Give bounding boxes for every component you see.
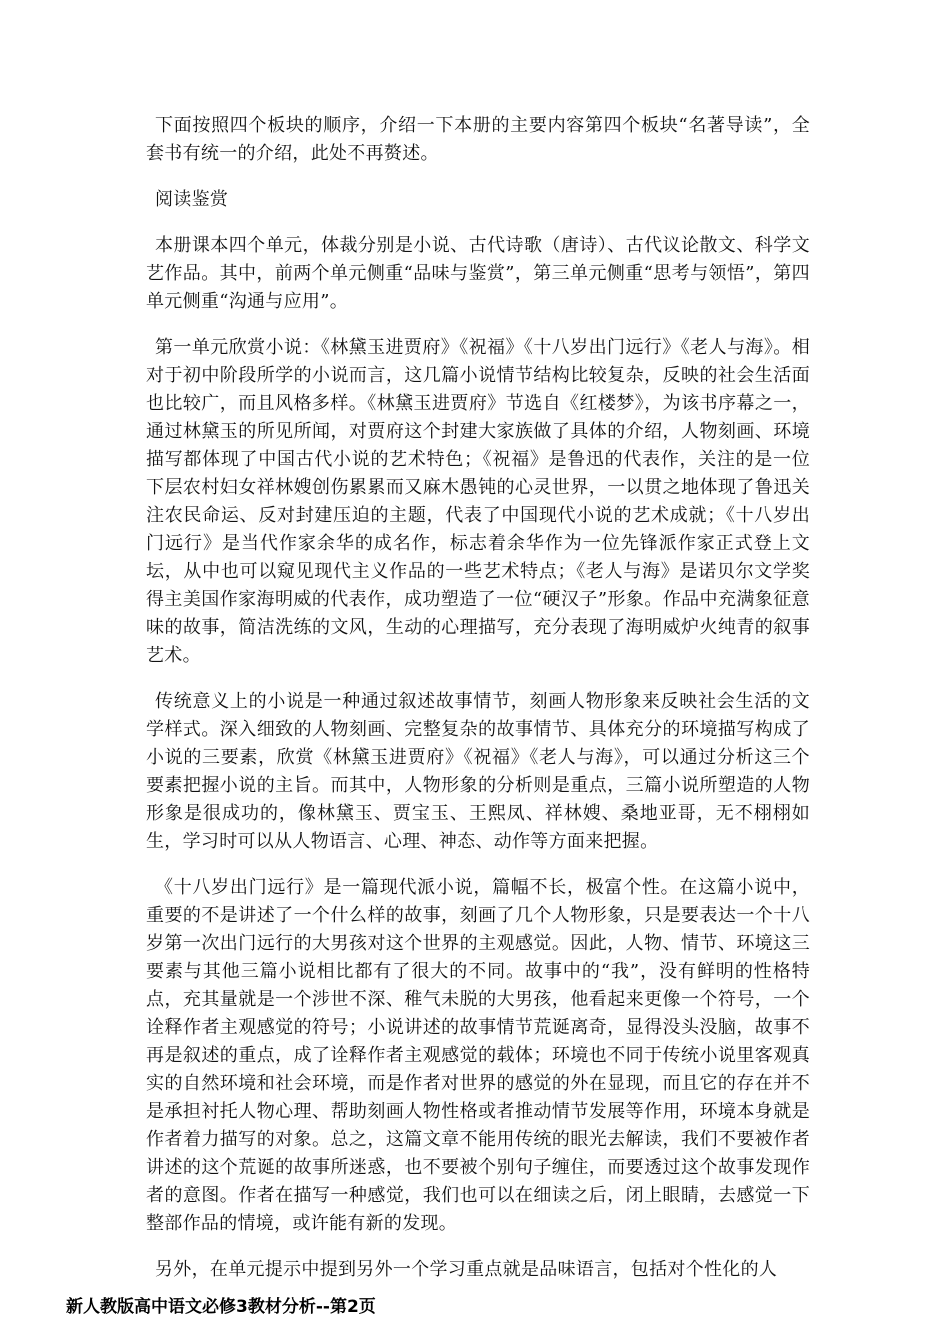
- novel-elements-paragraph: 传统意义上的小说是一种通过叙述故事情节，刻画人物形象来反映社会生活的文学样式。深入细致的人物刻画、完整复杂的故事情节、具体充分的环境描写构成了小说的三要素，欣赏《林黛玉进贾府》《祝福》《老人与海》，可以通过分析这三个要素把握小说的主旨。而其中，人物形象的分析则是重点，三篇小说所塑造的人物形象是很成功的，像林黛玉、贾宝玉、王熙凤、祥林嫂、桑地亚哥，无不栩栩如生，学习时可以从人物语言、心理、神态、动作等方面来把握。: [146, 691, 810, 852]
- modern-novel-paragraph: 《十八岁出门远行》是一篇现代派小说，篇幅不长，极富个性。在这篇小说中，重要的不是讲述了一个什么样的故事，刻画了几个人物形象，只是要表达一个十八岁第一次出门远行的大男孩对这个世界的主观感觉。因此，人物、情节、环境这三要素与其他三篇小说相比都有了很大的不同。故事中的“我”，没有鲜明的性格特点，充其量就是一个涉世不深、稚气未脱的大男孩，他看起来更像一个符号，一个诠释作者主观感觉的符号；小说讲述的故事情节荒诞离奇，显得没头没脑，故事不再是叙述的重点，成了诠释作者主观感觉的载体；环境也不同于传统小说里客观真实的自然环境和社会环境，而是作者对世界的感觉的外在显现，而且它的存在并不是承担衬托人物心理、帮助刻画人物性格或者推动情节发展等作用，环境本身就是作者着力描写的对象。总之，这篇文章不能用传统的眼光去解读，我们不要被作者讲述的这个荒诞的故事所迷惑，也不要被个别句子缠住，而要透过这个故事发现作者的意图。作者在描写一种感觉，我们也可以在细读之后，闭上眼睛，去感觉一下整部作品的情境，或许能有新的发现。: [146, 877, 810, 1234]
- section-heading: 阅读鉴赏: [155, 189, 229, 210]
- intro-paragraph: 下面按照四个板块的顺序，介绍一下本册的主要内容第四个板块“名著导读”，全套书有统一的介绍，此处不再赘述。: [146, 115, 810, 164]
- language-paragraph: 另外，在单元提示中提到另外一个学习重点就是品味语言，包括对个性化的人: [155, 1259, 778, 1280]
- overview-paragraph: 本册课本四个单元，体裁分别是小说、古代诗歌（唐诗）、古代议论散文、科学文艺作品。其中，前两个单元侧重“品味与鉴赏”，第三单元侧重“思考与领悟”，第四单元侧重“沟通与应用”。: [146, 235, 810, 312]
- unit-one-paragraph: 第一单元欣赏小说：《林黛玉进贾府》《祝福》《十八岁出门远行》《老人与海》。相对于初中阶段所学的小说而言，这几篇小说情节结构比较复杂，反映的社会生活面也比较广，而且风格多样。《林黛玉进贾府》节选自《红楼梦》，为该书序幕之一，通过林黛玉的所见所闻，对贾府这个封建大家族做了具体的介绍，人物刻画、环境描写都体现了中国古代小说的艺术特色；《祝福》是鲁迅的代表作，关注的是一位下层农村妇女祥林嫂创伤累累而又麻木愚钝的心灵世界，一以贯之地体现了鲁迅关注农民命运、反对封建压迫的主题，代表了中国现代小说的艺术成就；《十八岁出门远行》是当代作家余华的成名作，标志着余华作为一位先锋派作家正式登上文坛，从中也可以窥见现代主义作品的一些艺术特点；《老人与海》是诺贝尔文学奖得主美国作家海明威的代表作，成功塑造了一位“硬汉子”形象。作品中充满象征意味的故事，简洁洗练的文风，生动的心理描写，充分表现了海明威炉火纯青的叙事艺术。: [146, 337, 810, 666]
- document-body: [146, 112, 810, 1302]
- page-footer: 新人教版高中语文必修3教材分析--第2页: [66, 1297, 376, 1317]
